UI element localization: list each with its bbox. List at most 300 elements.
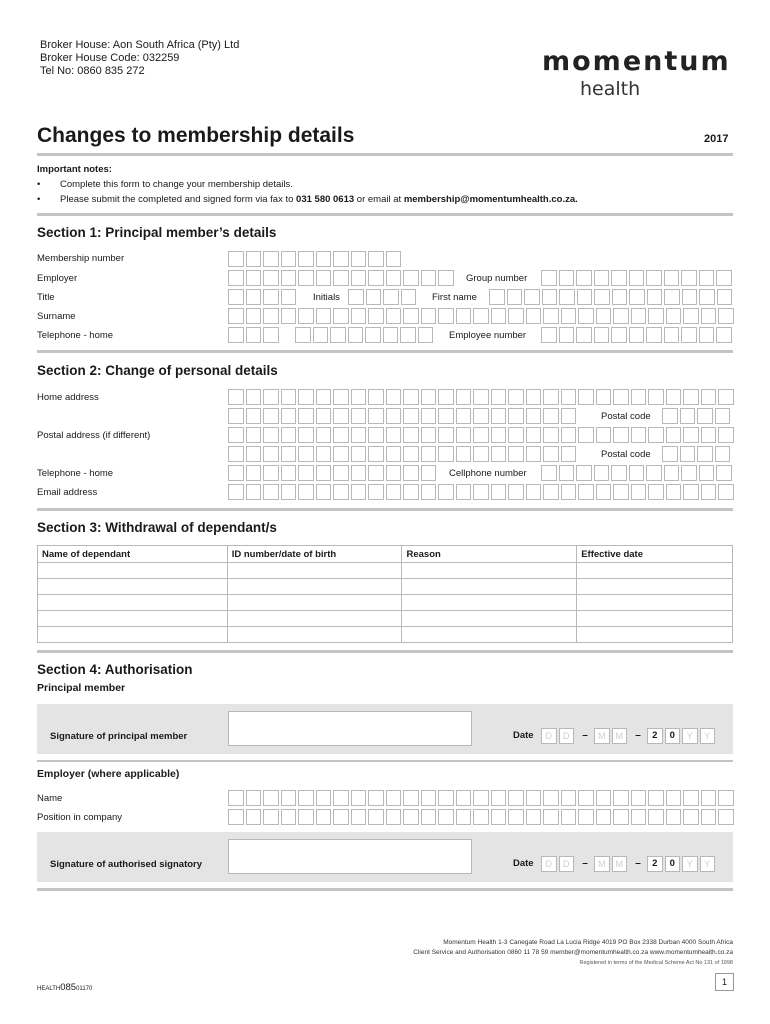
char-box[interactable]	[559, 270, 575, 286]
char-box[interactable]	[612, 289, 628, 305]
char-box[interactable]	[246, 809, 262, 825]
char-box[interactable]	[368, 270, 384, 286]
char-box[interactable]	[561, 809, 577, 825]
char-box[interactable]	[631, 389, 647, 405]
char-box[interactable]	[578, 790, 594, 806]
char-box[interactable]	[333, 389, 349, 405]
char-box[interactable]	[366, 289, 382, 305]
char-box[interactable]	[348, 327, 364, 343]
char-box[interactable]	[421, 427, 437, 443]
char-box[interactable]	[438, 408, 454, 424]
char-box[interactable]	[298, 465, 314, 481]
date-char-box[interactable]: D	[559, 728, 575, 744]
char-box[interactable]	[491, 446, 507, 462]
char-box[interactable]	[473, 389, 489, 405]
table-cell[interactable]	[402, 627, 577, 643]
cellphone-field[interactable]	[541, 465, 734, 481]
char-box[interactable]	[473, 408, 489, 424]
char-box[interactable]	[648, 484, 664, 500]
char-box[interactable]	[491, 809, 507, 825]
char-box[interactable]	[662, 446, 678, 462]
table-row[interactable]	[38, 611, 733, 627]
char-box[interactable]	[561, 389, 577, 405]
char-box[interactable]	[438, 484, 454, 500]
char-box[interactable]	[263, 427, 279, 443]
char-box[interactable]	[333, 790, 349, 806]
char-box[interactable]	[368, 809, 384, 825]
date-char-box[interactable]: M	[612, 728, 628, 744]
char-box[interactable]	[648, 790, 664, 806]
table-row[interactable]	[38, 579, 733, 595]
char-box[interactable]	[697, 408, 713, 424]
char-box[interactable]	[683, 790, 699, 806]
char-box[interactable]	[263, 308, 279, 324]
char-box[interactable]	[716, 270, 732, 286]
char-box[interactable]	[456, 308, 472, 324]
char-box[interactable]	[716, 327, 732, 343]
char-box[interactable]	[526, 484, 542, 500]
char-box[interactable]	[701, 484, 717, 500]
char-box[interactable]	[699, 270, 715, 286]
char-box[interactable]	[456, 484, 472, 500]
char-box[interactable]	[561, 408, 577, 424]
char-box[interactable]	[418, 327, 434, 343]
char-box[interactable]	[386, 251, 402, 267]
char-box[interactable]	[281, 465, 297, 481]
char-box[interactable]	[716, 465, 732, 481]
date-year-prefix-box[interactable]: 2	[647, 728, 663, 744]
char-box[interactable]	[295, 327, 311, 343]
date-principal-field[interactable]	[541, 728, 717, 744]
char-box[interactable]	[543, 308, 559, 324]
char-box[interactable]	[368, 484, 384, 500]
char-box[interactable]	[631, 790, 647, 806]
char-box[interactable]	[333, 809, 349, 825]
char-box[interactable]	[383, 289, 399, 305]
char-box[interactable]	[699, 289, 715, 305]
char-box[interactable]	[629, 289, 645, 305]
char-box[interactable]	[263, 484, 279, 500]
char-box[interactable]	[333, 484, 349, 500]
char-box[interactable]	[491, 790, 507, 806]
char-box[interactable]	[281, 270, 297, 286]
char-box[interactable]	[701, 809, 717, 825]
table-cell[interactable]	[402, 595, 577, 611]
signature-authorised-box[interactable]	[228, 839, 472, 874]
signature-principal-box[interactable]	[228, 711, 472, 746]
char-box[interactable]	[228, 790, 244, 806]
char-box[interactable]	[403, 446, 419, 462]
char-box[interactable]	[680, 408, 696, 424]
char-box[interactable]	[403, 484, 419, 500]
char-box[interactable]	[421, 408, 437, 424]
char-box[interactable]	[699, 465, 715, 481]
char-box[interactable]	[438, 270, 454, 286]
char-box[interactable]	[489, 289, 505, 305]
char-box[interactable]	[228, 484, 244, 500]
char-box[interactable]	[611, 465, 627, 481]
char-box[interactable]	[718, 389, 734, 405]
date-char-box[interactable]: Y	[700, 728, 716, 744]
char-box[interactable]	[473, 427, 489, 443]
char-box[interactable]	[508, 484, 524, 500]
char-box[interactable]	[386, 484, 402, 500]
char-box[interactable]	[228, 251, 244, 267]
char-box[interactable]	[456, 427, 472, 443]
char-box[interactable]	[403, 408, 419, 424]
date-char-box[interactable]: D	[541, 728, 557, 744]
char-box[interactable]	[351, 270, 367, 286]
date-year-prefix-box[interactable]: 0	[665, 728, 681, 744]
char-box[interactable]	[681, 270, 697, 286]
char-box[interactable]	[246, 427, 262, 443]
char-box[interactable]	[473, 446, 489, 462]
char-box[interactable]	[613, 790, 629, 806]
char-box[interactable]	[646, 327, 662, 343]
char-box[interactable]	[228, 270, 244, 286]
char-box[interactable]	[403, 308, 419, 324]
char-box[interactable]	[228, 389, 244, 405]
char-box[interactable]	[281, 289, 297, 305]
char-box[interactable]	[508, 427, 524, 443]
date-char-box[interactable]: Y	[682, 728, 698, 744]
char-box[interactable]	[316, 270, 332, 286]
char-box[interactable]	[718, 809, 734, 825]
char-box[interactable]	[664, 327, 680, 343]
char-box[interactable]	[438, 446, 454, 462]
char-box[interactable]	[228, 809, 244, 825]
char-box[interactable]	[246, 790, 262, 806]
char-box[interactable]	[526, 308, 542, 324]
char-box[interactable]	[541, 327, 557, 343]
char-box[interactable]	[298, 389, 314, 405]
char-box[interactable]	[666, 308, 682, 324]
char-box[interactable]	[666, 484, 682, 500]
char-box[interactable]	[351, 251, 367, 267]
char-box[interactable]	[683, 484, 699, 500]
char-box[interactable]	[403, 427, 419, 443]
char-box[interactable]	[228, 427, 244, 443]
char-box[interactable]	[701, 308, 717, 324]
char-box[interactable]	[316, 427, 332, 443]
char-box[interactable]	[576, 327, 592, 343]
char-box[interactable]	[316, 465, 332, 481]
char-box[interactable]	[313, 327, 329, 343]
postal-address-line2-field[interactable]	[228, 446, 578, 462]
char-box[interactable]	[281, 308, 297, 324]
char-box[interactable]	[631, 484, 647, 500]
email-field[interactable]	[228, 484, 736, 500]
char-box[interactable]	[561, 484, 577, 500]
char-box[interactable]	[646, 270, 662, 286]
table-row[interactable]	[38, 627, 733, 643]
initials-field[interactable]	[348, 289, 418, 305]
date-year-prefix-box[interactable]: 2	[647, 856, 663, 872]
char-box[interactable]	[281, 484, 297, 500]
char-box[interactable]	[368, 251, 384, 267]
char-box[interactable]	[228, 408, 244, 424]
char-box[interactable]	[386, 427, 402, 443]
telephone-number-field[interactable]	[295, 327, 435, 343]
postal-address-line1-field[interactable]	[228, 427, 736, 443]
char-box[interactable]	[613, 484, 629, 500]
char-box[interactable]	[473, 484, 489, 500]
char-box[interactable]	[613, 308, 629, 324]
char-box[interactable]	[281, 809, 297, 825]
char-box[interactable]	[561, 446, 577, 462]
char-box[interactable]	[246, 308, 262, 324]
char-box[interactable]	[596, 308, 612, 324]
char-box[interactable]	[351, 465, 367, 481]
char-box[interactable]	[386, 809, 402, 825]
char-box[interactable]	[263, 251, 279, 267]
date-char-box[interactable]: Y	[682, 856, 698, 872]
char-box[interactable]	[543, 389, 559, 405]
char-box[interactable]	[701, 427, 717, 443]
table-cell[interactable]	[402, 563, 577, 579]
char-box[interactable]	[228, 289, 244, 305]
char-box[interactable]	[596, 427, 612, 443]
char-box[interactable]	[666, 427, 682, 443]
char-box[interactable]	[666, 389, 682, 405]
char-box[interactable]	[456, 408, 472, 424]
date-char-box[interactable]: Y	[700, 856, 716, 872]
char-box[interactable]	[281, 446, 297, 462]
char-box[interactable]	[559, 465, 575, 481]
char-box[interactable]	[386, 389, 402, 405]
char-box[interactable]	[263, 790, 279, 806]
char-box[interactable]	[438, 809, 454, 825]
char-box[interactable]	[473, 790, 489, 806]
char-box[interactable]	[648, 809, 664, 825]
table-cell[interactable]	[38, 627, 228, 643]
char-box[interactable]	[333, 427, 349, 443]
char-box[interactable]	[421, 790, 437, 806]
table-cell[interactable]	[38, 563, 228, 579]
char-box[interactable]	[386, 270, 402, 286]
char-box[interactable]	[715, 408, 731, 424]
char-box[interactable]	[368, 389, 384, 405]
date-char-box[interactable]: M	[612, 856, 628, 872]
char-box[interactable]	[298, 790, 314, 806]
surname-field[interactable]	[228, 308, 736, 324]
home-address-line2-field[interactable]	[228, 408, 578, 424]
char-box[interactable]	[456, 389, 472, 405]
table-cell[interactable]	[577, 595, 733, 611]
char-box[interactable]	[263, 465, 279, 481]
char-box[interactable]	[246, 484, 262, 500]
char-box[interactable]	[403, 389, 419, 405]
char-box[interactable]	[246, 327, 262, 343]
char-box[interactable]	[664, 465, 680, 481]
char-box[interactable]	[699, 327, 715, 343]
char-box[interactable]	[596, 790, 612, 806]
membership-number-field[interactable]	[228, 251, 403, 267]
char-box[interactable]	[298, 446, 314, 462]
char-box[interactable]	[386, 408, 402, 424]
char-box[interactable]	[701, 389, 717, 405]
telephone-code-field[interactable]	[228, 327, 281, 343]
char-box[interactable]	[456, 790, 472, 806]
char-box[interactable]	[701, 790, 717, 806]
char-box[interactable]	[316, 389, 332, 405]
char-box[interactable]	[613, 427, 629, 443]
char-box[interactable]	[281, 427, 297, 443]
char-box[interactable]	[541, 270, 557, 286]
char-box[interactable]	[594, 465, 610, 481]
char-box[interactable]	[368, 427, 384, 443]
char-box[interactable]	[508, 790, 524, 806]
char-box[interactable]	[473, 809, 489, 825]
char-box[interactable]	[228, 308, 244, 324]
char-box[interactable]	[263, 446, 279, 462]
char-box[interactable]	[662, 408, 678, 424]
char-box[interactable]	[578, 484, 594, 500]
char-box[interactable]	[561, 308, 577, 324]
char-box[interactable]	[281, 251, 297, 267]
char-box[interactable]	[613, 389, 629, 405]
char-box[interactable]	[403, 465, 419, 481]
char-box[interactable]	[648, 308, 664, 324]
char-box[interactable]	[298, 270, 314, 286]
char-box[interactable]	[543, 484, 559, 500]
char-box[interactable]	[717, 289, 733, 305]
char-box[interactable]	[683, 389, 699, 405]
char-box[interactable]	[228, 465, 244, 481]
position-field[interactable]	[228, 809, 736, 825]
char-box[interactable]	[683, 308, 699, 324]
char-box[interactable]	[403, 790, 419, 806]
table-cell[interactable]	[227, 627, 402, 643]
date-char-box[interactable]: M	[594, 728, 610, 744]
char-box[interactable]	[680, 446, 696, 462]
date-char-box[interactable]: M	[594, 856, 610, 872]
char-box[interactable]	[403, 270, 419, 286]
char-box[interactable]	[526, 389, 542, 405]
char-box[interactable]	[281, 790, 297, 806]
char-box[interactable]	[246, 270, 262, 286]
table-cell[interactable]	[577, 563, 733, 579]
char-box[interactable]	[631, 308, 647, 324]
char-box[interactable]	[421, 809, 437, 825]
char-box[interactable]	[421, 389, 437, 405]
char-box[interactable]	[403, 809, 419, 825]
char-box[interactable]	[596, 809, 612, 825]
char-box[interactable]	[263, 270, 279, 286]
first-name-field[interactable]	[489, 289, 734, 305]
char-box[interactable]	[351, 809, 367, 825]
char-box[interactable]	[578, 308, 594, 324]
char-box[interactable]	[666, 809, 682, 825]
char-box[interactable]	[526, 408, 542, 424]
char-box[interactable]	[508, 389, 524, 405]
char-box[interactable]	[596, 484, 612, 500]
char-box[interactable]	[596, 389, 612, 405]
char-box[interactable]	[333, 408, 349, 424]
char-box[interactable]	[333, 251, 349, 267]
char-box[interactable]	[491, 408, 507, 424]
char-box[interactable]	[629, 465, 645, 481]
char-box[interactable]	[577, 289, 593, 305]
char-box[interactable]	[316, 408, 332, 424]
char-box[interactable]	[316, 308, 332, 324]
char-box[interactable]	[611, 327, 627, 343]
char-box[interactable]	[368, 446, 384, 462]
char-box[interactable]	[666, 790, 682, 806]
char-box[interactable]	[491, 308, 507, 324]
char-box[interactable]	[508, 809, 524, 825]
char-box[interactable]	[438, 389, 454, 405]
char-box[interactable]	[543, 790, 559, 806]
char-box[interactable]	[386, 465, 402, 481]
char-box[interactable]	[541, 465, 557, 481]
char-box[interactable]	[507, 289, 523, 305]
employee-number-field[interactable]	[541, 327, 734, 343]
char-box[interactable]	[682, 289, 698, 305]
char-box[interactable]	[508, 446, 524, 462]
postal-code-field[interactable]	[662, 446, 732, 462]
char-box[interactable]	[594, 270, 610, 286]
char-box[interactable]	[683, 809, 699, 825]
char-box[interactable]	[298, 427, 314, 443]
char-box[interactable]	[351, 389, 367, 405]
char-box[interactable]	[718, 427, 734, 443]
new-telephone-field[interactable]	[228, 465, 438, 481]
char-box[interactable]	[246, 389, 262, 405]
char-box[interactable]	[543, 809, 559, 825]
char-box[interactable]	[263, 327, 279, 343]
char-box[interactable]	[559, 289, 575, 305]
char-box[interactable]	[298, 408, 314, 424]
date-char-box[interactable]: D	[541, 856, 557, 872]
title-field[interactable]	[228, 289, 298, 305]
char-box[interactable]	[561, 427, 577, 443]
char-box[interactable]	[542, 289, 558, 305]
char-box[interactable]	[508, 408, 524, 424]
employer-field[interactable]	[228, 270, 456, 286]
char-box[interactable]	[333, 270, 349, 286]
char-box[interactable]	[491, 484, 507, 500]
table-cell[interactable]	[402, 611, 577, 627]
char-box[interactable]	[316, 790, 332, 806]
char-box[interactable]	[526, 790, 542, 806]
char-box[interactable]	[697, 446, 713, 462]
char-box[interactable]	[491, 427, 507, 443]
char-box[interactable]	[629, 327, 645, 343]
char-box[interactable]	[664, 289, 680, 305]
table-row[interactable]	[38, 595, 733, 611]
char-box[interactable]	[351, 484, 367, 500]
table-cell[interactable]	[577, 579, 733, 595]
table-cell[interactable]	[38, 611, 228, 627]
char-box[interactable]	[368, 465, 384, 481]
char-box[interactable]	[421, 270, 437, 286]
char-box[interactable]	[718, 790, 734, 806]
home-postal-code-field[interactable]	[662, 408, 732, 424]
char-box[interactable]	[543, 446, 559, 462]
table-cell[interactable]	[227, 563, 402, 579]
employer-name-field[interactable]	[228, 790, 736, 806]
table-cell[interactable]	[227, 595, 402, 611]
char-box[interactable]	[368, 790, 384, 806]
char-box[interactable]	[316, 446, 332, 462]
char-box[interactable]	[715, 446, 731, 462]
char-box[interactable]	[438, 308, 454, 324]
char-box[interactable]	[281, 408, 297, 424]
char-box[interactable]	[681, 465, 697, 481]
char-box[interactable]	[386, 790, 402, 806]
table-cell[interactable]	[227, 611, 402, 627]
